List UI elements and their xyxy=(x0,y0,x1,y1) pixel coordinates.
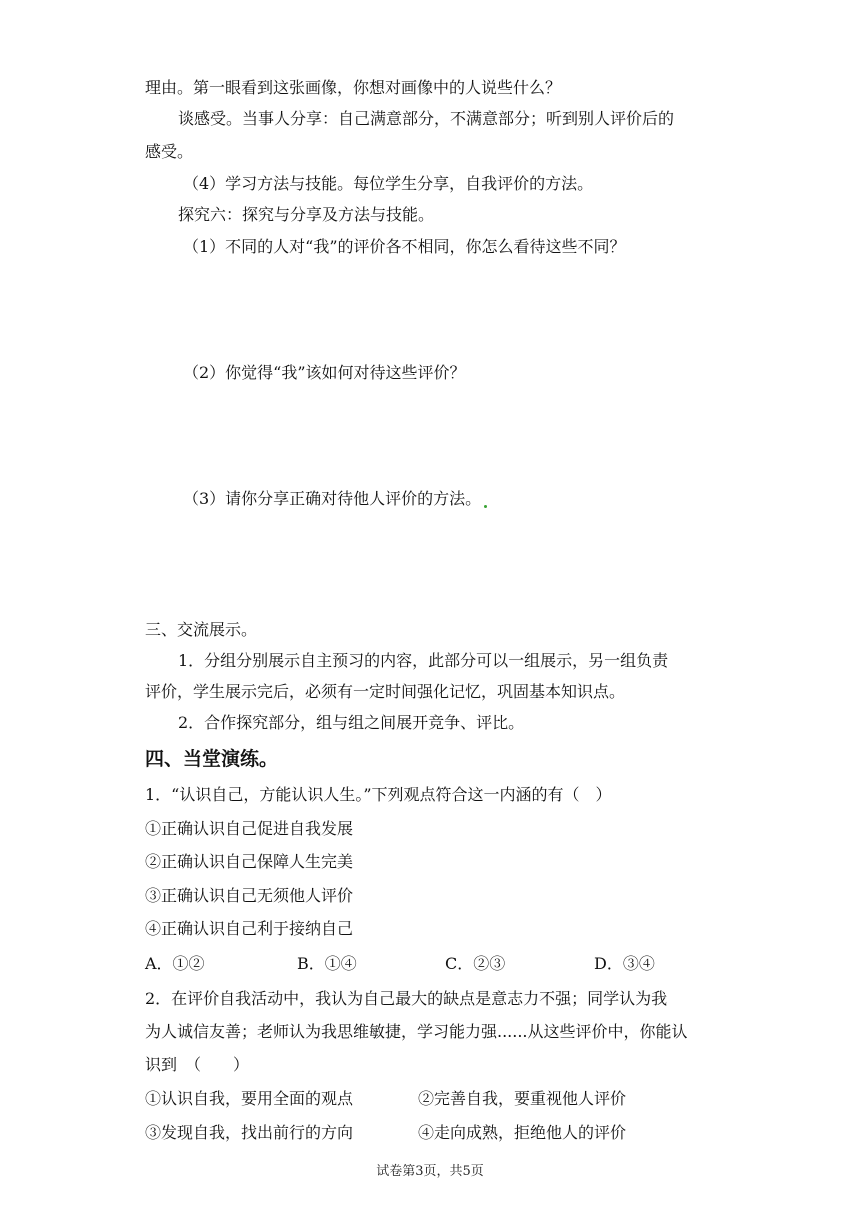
green-dot-mark xyxy=(484,505,487,508)
explore-six-title: 探究六：探究与分享及方法与技能。 xyxy=(178,205,435,224)
question-1: （1）不同的人对“我”的评价各不相同，你怎么看待这些不同？ xyxy=(183,237,626,256)
section-3-title: 三、交流展示。 xyxy=(145,620,258,639)
section-3-para-1-cont: 评价，学生展示完后，必须有一定时间强化记忆，巩固基本知识点。 xyxy=(145,682,626,701)
exercise-2-item: ③发现自我，找出前行的方向 xyxy=(145,1123,354,1142)
text-line: （4）学习方法与技能。每位学生分享，自我评价的方法。 xyxy=(183,174,594,193)
page-footer: 试卷第3页，共5页 xyxy=(376,1164,484,1179)
question-3-row xyxy=(183,488,487,510)
text-line: 谈感受。当事人分享：自己满意部分，不满意部分；听到别人评价后的 xyxy=(178,109,675,128)
exercise-2-stem-cont: 为人诚信友善；老师认为我思维敏捷，学习能力强......从这些评价中，你能认 xyxy=(145,1022,688,1041)
exercise-2-item: ④走向成熟，拒绝他人的评价 xyxy=(418,1123,627,1142)
choice-c: C．②③ xyxy=(445,954,506,973)
section-3-para-1: 1．分组分别展示自主预习的内容，此部分可以一组展示，另一组负责 xyxy=(178,651,669,670)
exercise-1-item: ①正确认识自己促进自我发展 xyxy=(145,819,354,838)
choice-b: B．①④ xyxy=(297,954,357,973)
choice-d: D．③④ xyxy=(594,954,655,973)
exercise-2-item: ①认识自我，要用全面的观点 xyxy=(145,1089,354,1108)
choice-a: A．①② xyxy=(145,954,205,973)
exercise-2-stem: 2．在评价自我活动中，我认为自己最大的缺点是意志力不强；同学认为我 xyxy=(145,989,668,1008)
exercise-1-item: ②正确认识自己保障人生完美 xyxy=(145,852,354,871)
exercise-1-item: ④正确认识自己利于接纳自己 xyxy=(145,919,354,938)
section-4-title: 四、当堂演练。 xyxy=(145,748,279,770)
text-line: 理由。第一眼看到这张画像，你想对画像中的人说些什么？ xyxy=(145,78,562,97)
exercise-2-item: ②完善自我，要重视他人评价 xyxy=(418,1089,627,1108)
section-3-para-2: 2．合作探究部分，组与组之间展开竞争、评比。 xyxy=(178,713,525,732)
question-2: （2）你觉得“我”该如何对待这些评价？ xyxy=(183,363,466,382)
question-3: （3）请你分享正确对待他人评价的方法。 xyxy=(183,489,482,508)
text-line: 感受。 xyxy=(145,142,194,161)
exercise-1-stem: 1．“认识自己，方能认识人生。”下列观点符合这一内涵的有（ ） xyxy=(145,785,612,804)
exercise-1-item: ③正确认识自己无须他人评价 xyxy=(145,886,354,905)
exercise-2-stem-cont: 识到 （ ） xyxy=(145,1055,250,1074)
